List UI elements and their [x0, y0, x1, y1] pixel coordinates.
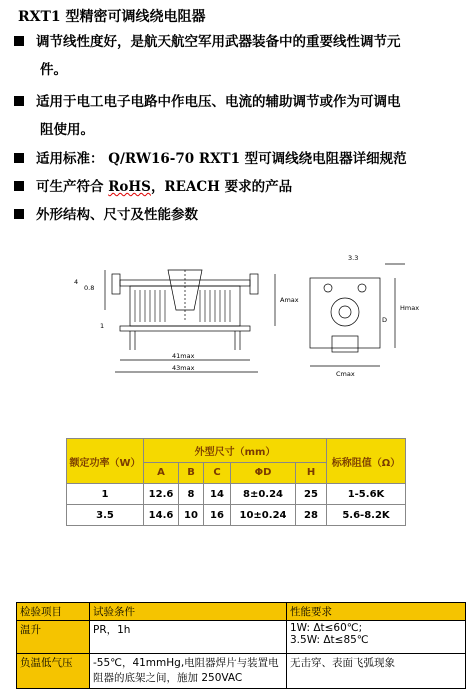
table-row: [67, 484, 406, 505]
bullet-text: 外形结构、尺寸及性能参数: [36, 207, 198, 223]
bullet-text-a: 可生产符合: [36, 179, 109, 195]
cell-c: 16: [204, 505, 231, 526]
dim-label-hmax: Hmax: [400, 304, 420, 312]
dim-label-3-3: 3.3: [348, 254, 359, 262]
bullet-text-cont: 件。: [40, 62, 67, 78]
table-row: [67, 505, 406, 526]
dim-label-43max: 43max: [172, 364, 195, 372]
bullet-4: [14, 173, 454, 201]
hdr-col-d: ΦD: [231, 462, 296, 483]
bullet-square-icon: [14, 36, 24, 46]
hdr-resistance: 标称阻值（Ω）: [327, 439, 406, 484]
cell-d: 10±0.24: [231, 505, 296, 526]
hdr-col-b: B: [179, 462, 204, 483]
bullet-1: [14, 28, 454, 84]
cell-c: 14: [204, 484, 231, 505]
cell-condition: PR，1h: [90, 621, 287, 654]
cell-d: 8±0.24: [231, 484, 296, 505]
cell-r: 5.6-8.2K: [327, 505, 406, 526]
dim-label-41max: 41max: [172, 352, 195, 360]
dim-label-amax: Amax: [280, 296, 299, 304]
dim-label-d: D: [382, 316, 388, 324]
bullet-text-rohs: RoHS: [108, 179, 151, 195]
cell-requirement: [287, 621, 466, 654]
cell-item: 温升: [17, 621, 90, 654]
bullet-square-icon: [14, 181, 24, 191]
cell-requirement: 无击穿、表面飞弧现象: [287, 654, 466, 689]
bullet-text: 调节线性度好，是航天航空军用武器装备中的重要线性调节元: [36, 34, 401, 50]
cell-a: 14.6: [144, 505, 179, 526]
hdr-col-h: H: [296, 462, 327, 483]
dim-label-4: 4: [74, 278, 79, 286]
page-title: RXT1 型精密可调线绕电阻器: [18, 9, 206, 25]
hdr-condition: 试验条件: [90, 603, 287, 621]
hdr-col-a: A: [144, 462, 179, 483]
bullet-text: 适用标准： Q/RW16-70 RXT1 型可调线绕电阻器详细规范: [36, 151, 407, 167]
hdr-dims: 外型尺寸（mm）: [144, 439, 327, 463]
hdr-item: 检验项目: [17, 603, 90, 621]
end-view-body: [310, 278, 380, 348]
bullet-text: 适用于电工电子电路中作电压、电流的辅助调节或作为可调电: [36, 94, 401, 110]
bullet-2: [14, 88, 454, 144]
cell-power: 3.5: [67, 505, 144, 526]
bullet-3: [14, 145, 454, 173]
dim-label-1: 1: [100, 322, 105, 330]
cell-condition: -55℃，41mmHg,电阻器焊片与装置电阻器的底架之间，施加 250VAC: [90, 654, 287, 689]
dim-label-cmax: Cmax: [336, 370, 355, 378]
bullet-5: [14, 201, 454, 229]
inspection-table: [16, 602, 466, 689]
resistor-outline-drawing: [60, 250, 420, 380]
bullet-square-icon: [14, 153, 24, 163]
hdr-power: 额定功率（W）: [67, 439, 144, 484]
cell-b: 10: [179, 505, 204, 526]
spec-table: [66, 438, 406, 526]
bullet-square-icon: [14, 96, 24, 106]
cell-item: 负温低气压: [17, 654, 90, 689]
cell-b: 8: [179, 484, 204, 505]
bullet-text-c: ，REACH 要求的产品: [150, 179, 293, 195]
hdr-requirement: 性能要求: [287, 603, 466, 621]
req-line-2: 3.5W: Δt≤85℃: [290, 634, 369, 646]
cell-power: 1: [67, 484, 144, 505]
req-line-1: 1W: Δt≤60℃;: [290, 622, 363, 634]
cell-h: 25: [296, 484, 327, 505]
dim-label-0-8: 0.8: [84, 284, 95, 292]
cell-a: 12.6: [144, 484, 179, 505]
bullet-text-cont: 阻使用。: [40, 122, 94, 138]
cell-r: 1-5.6K: [327, 484, 406, 505]
table-row: [17, 621, 466, 654]
hdr-col-c: C: [204, 462, 231, 483]
table-row: [17, 654, 466, 689]
bullet-square-icon: [14, 209, 24, 219]
table-header-row: [17, 603, 466, 621]
end-view-shaft: [331, 298, 359, 326]
cell-h: 28: [296, 505, 327, 526]
